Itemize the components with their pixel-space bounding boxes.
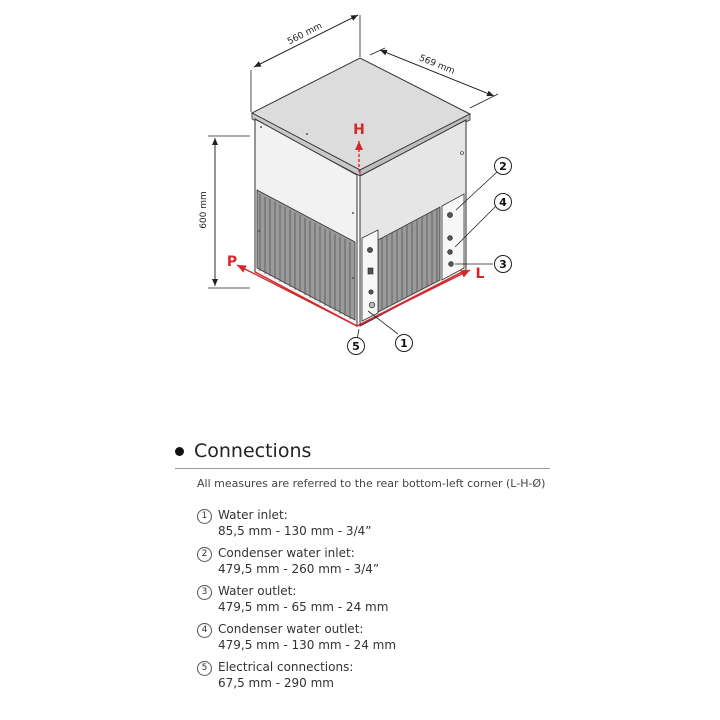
item-label: Condenser water inlet:: [218, 546, 355, 560]
item-value: 479,5 mm - 65 mm - 24 mm: [218, 600, 389, 614]
callout-5-label: 5: [352, 340, 360, 353]
bullet-icon: [175, 447, 184, 456]
callout-2-label: 2: [499, 160, 507, 173]
callout-1-label: 1: [400, 337, 408, 350]
connections-list: [197, 507, 555, 691]
item-number-icon: 2: [197, 547, 212, 562]
callout-4-label: 4: [499, 196, 507, 209]
item-number-icon: 5: [197, 661, 212, 676]
callout-3: [495, 256, 512, 273]
connections-header: [175, 438, 555, 464]
reference-note: All measures are referred to the rear bottom-left corner (L-H-Ø): [197, 477, 546, 490]
callout-4: [495, 194, 512, 211]
item-value: 479,5 mm - 130 mm - 24 mm: [218, 638, 397, 652]
item-value: 67,5 mm - 290 mm: [218, 676, 334, 690]
item-label: Water inlet:: [218, 508, 288, 522]
axis-label-h: H: [353, 122, 365, 138]
depth-dimension-label: 569 mm: [417, 53, 457, 77]
connection-item: [197, 583, 555, 615]
connections-section: [175, 438, 555, 697]
height-dimension-label: 600 mm: [199, 191, 209, 229]
right-connection-panel: [442, 194, 464, 280]
callout-5: [348, 338, 365, 355]
item-label: Water outlet:: [218, 584, 297, 598]
connection-item: [197, 621, 555, 653]
connections-title: Connections: [194, 440, 312, 462]
callout-2: [495, 158, 512, 175]
item-value: 479,5 mm - 260 mm - 3/4”: [218, 562, 380, 576]
item-number-icon: 3: [197, 585, 212, 600]
axis-label-p: P: [226, 254, 238, 270]
connection-item: [197, 659, 555, 691]
item-label: Condenser water outlet:: [218, 622, 364, 636]
connection-item: [197, 507, 555, 539]
axis-label-l: L: [475, 266, 485, 282]
width-dimension-label: 560 mm: [286, 21, 325, 48]
item-number-icon: 4: [197, 623, 212, 638]
item-value: 85,5 mm - 130 mm - 3/4”: [218, 524, 372, 538]
section-divider: [175, 468, 550, 469]
item-label: Electrical connections:: [218, 660, 354, 674]
callout-3-label: 3: [499, 258, 507, 271]
item-number-icon: 1: [197, 509, 212, 524]
callout-1: [396, 335, 413, 352]
connection-item: [197, 545, 555, 577]
